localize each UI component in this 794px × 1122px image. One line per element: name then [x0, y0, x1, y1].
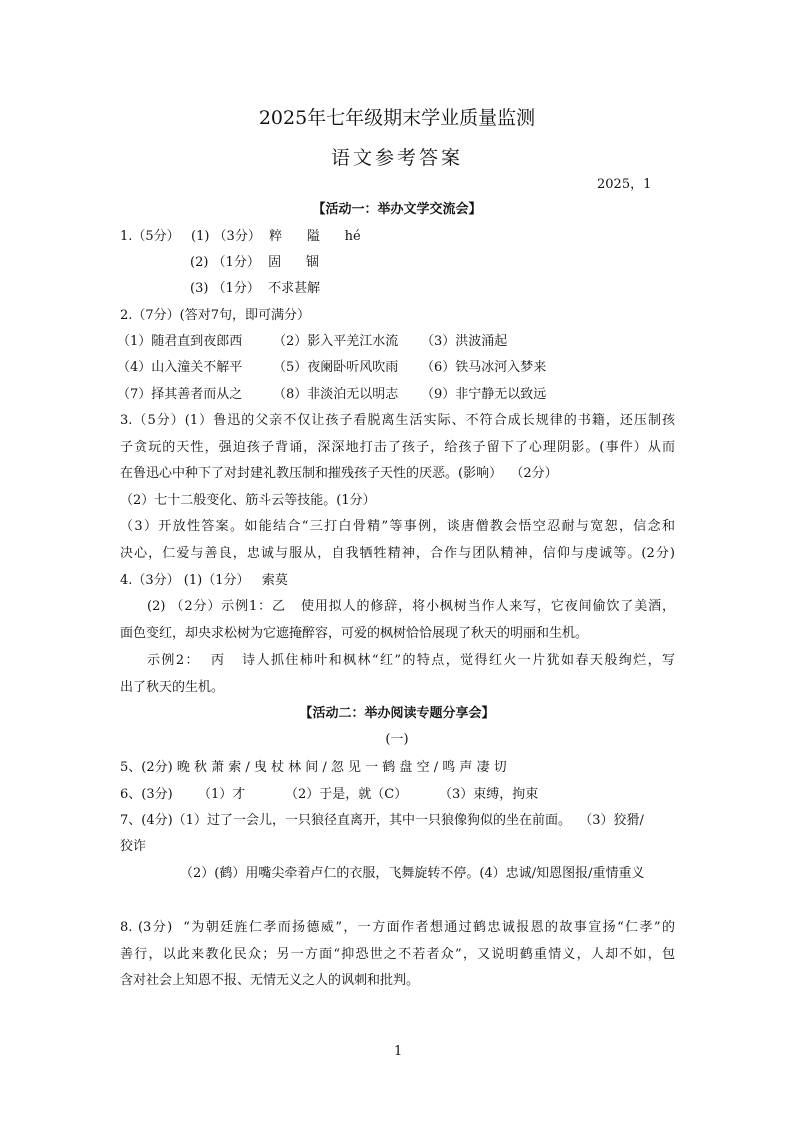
q4-line-5: 出了秋天的生机。 [120, 680, 225, 695]
q3-line-1: 3.（5分）(1）鲁迅的父亲不仅让孩子看脱离生活实际、不符合成长规律的书籍，还压制孩 [120, 413, 675, 428]
q2-answer-2: （2）影入平羌江水流 [273, 334, 399, 349]
q3-line-2: 子贪玩的天性，强迫孩子背诵，深深地打击了孩子，给孩子留下了心理阴影。(事件）从而 [120, 440, 675, 455]
q3-line-4: （2）七十二般变化、筋斗云等技能。(1分） [120, 493, 376, 508]
q7-line-3: （2）(鹤）用嘴尖牵着卢仁的衣服，飞舞旋转不停。(4）忠诚/知恩图报/重情重义 [180, 866, 645, 881]
q4-line-1: 4.（3分） (1)（1分） 索莫 [120, 573, 288, 588]
q3-line-3: 在鲁迅心中种下了对封建礼教压制和摧残孩子天性的厌恶。(影响） （2分） [120, 466, 558, 481]
q1-part-1: (1) （3分） 粹 隘 hé [191, 229, 361, 244]
q1-label: 1.（5分） [120, 229, 180, 244]
q1-part-2: (2) （1分） 固 锢 [190, 255, 319, 270]
q2-answer-1: （1）随君直到夜郎西 [117, 334, 243, 349]
q5-line: 5、(2分) 晚 秋 萧 索 / 曳 杖 林 间 / 忽 见 一 鹤 盘 空 / 鸣 声 凄 切 [120, 760, 507, 775]
q6-answer-3: （3）束缚，拘束 [439, 787, 539, 802]
q2-answer-5: （5）夜阑卧听风吹雨 [273, 360, 399, 375]
q4-line-3: 面色变红，却央求松树为它遮掩醉容，可爱的枫树恰恰展现了秋天的明丽和生机。 [120, 626, 589, 641]
section-heading-activity-2: 【活动二：举办阅读专题分享会】 [299, 706, 495, 721]
q3-line-6: 决心，仁爱与善良，忠诚与服从，自我牺牲精神，合作与团队精神，信仰与虔诚等。(2分) [120, 546, 675, 561]
q2-answer-4: （4）山入潼关不解平 [117, 360, 243, 375]
page-title: 2025年七年级期末学业质量监测 [258, 107, 536, 129]
q8-line-1: 8. (3分) “为朝廷旌仁孝而扬德威”，一方面作者想通过鹤忠诚报恩的故事宣扬“仁孝”的 [120, 920, 675, 935]
q3-line-5: （3）开放性答案。如能结合“三打白骨精”等事例，谈唐僧教会悟空忍耐与宽恕，信念和 [120, 519, 675, 534]
q2-answer-7: （7）择其善者而从之 [117, 387, 243, 402]
page-subtitle: 语文参考答案 [330, 147, 463, 169]
q6-answer-2: （2）于是，就（C） [285, 787, 408, 802]
date-label: 2025，1 [597, 177, 652, 192]
q6-answer-1: （1）才 [198, 787, 246, 802]
q4-line-4: 示例2： 丙 诗人抓住柿叶和枫林“红”的特点，觉得红火一片犹如春天般绚烂，写 [147, 653, 675, 668]
q7-line-2: 狡诈 [120, 839, 147, 854]
q2-answer-9: （9）非宁静无以致远 [421, 387, 547, 402]
q6-label: 6、(3分) [120, 787, 173, 802]
section-2-subheading: (一) [385, 732, 409, 747]
section-heading-activity-1: 【活动一：举办文学交流会】 [312, 202, 482, 217]
q7-line-1: 7、(4分)（1）过了一会儿，一只狼径直离开，其中一只狼像狗似的坐在前面。 （3）狡猾/ [120, 813, 644, 828]
q8-line-3: 含对社会上知恩不报、无情无义之人的讽刺和批判。 [120, 973, 420, 988]
page-number: 1 [394, 1044, 403, 1059]
q2-answer-6: （6）铁马冰河入梦来 [421, 360, 547, 375]
q2-answer-8: （8）非淡泊无以明志 [273, 387, 399, 402]
q4-line-2: (2) （2分）示例1：乙 使用拟人的修辞，将小枫树当作人来写，它夜间偷饮了美酒， [147, 599, 675, 614]
q1-part-3: (3) （1分） 不求甚解 [190, 281, 321, 296]
q2-answer-3: （3）洪波涌起 [421, 334, 508, 349]
q2-label: 2.（7分）(答对7句，即可满分） [120, 308, 311, 323]
q8-line-2: 善行，以此来教化民众；另一方面“抑恐世之不若者众”，又说明鹤重情义，人却不如，包 [120, 947, 675, 962]
